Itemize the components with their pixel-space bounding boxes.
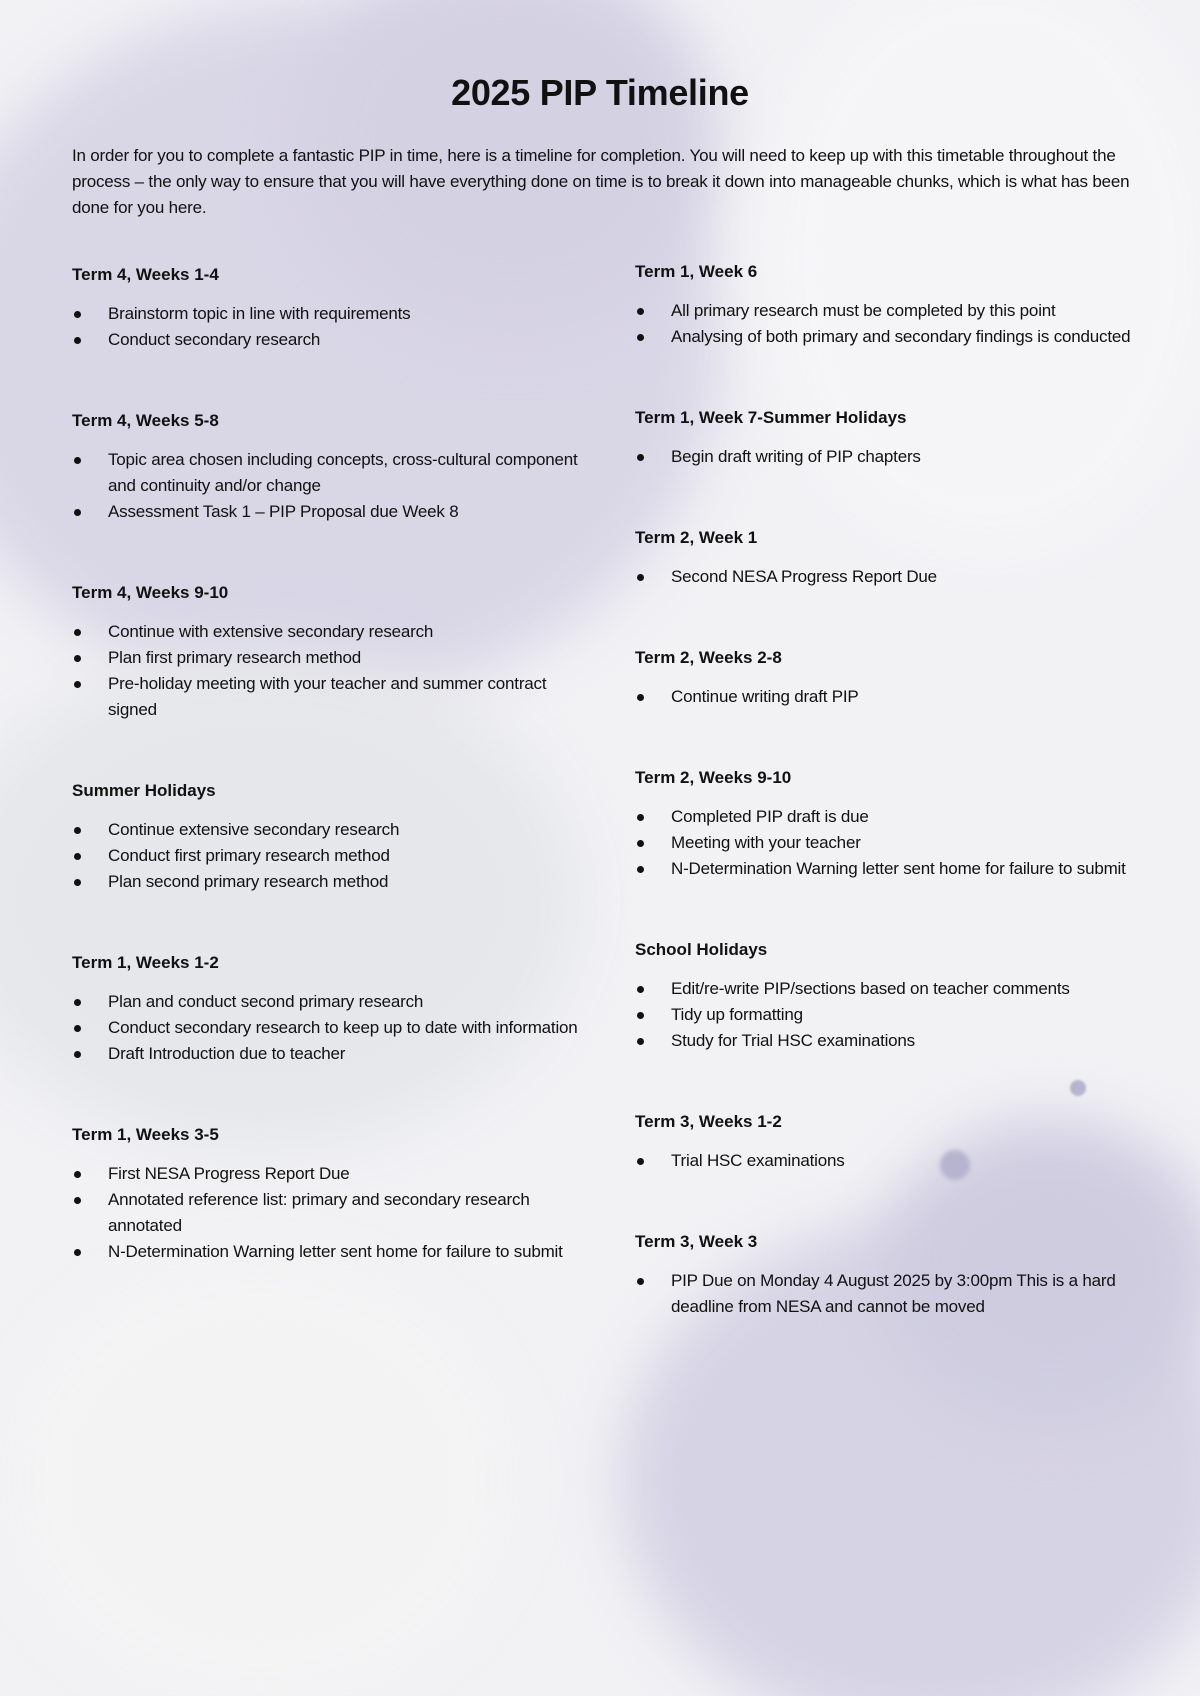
bullet-list (635, 1268, 1135, 1320)
list-item: Brainstorm topic in line with requirements (72, 301, 592, 327)
list-item: Meeting with your teacher (635, 830, 1135, 856)
list-item: N-Determination Warning letter sent home for failure to submit (635, 856, 1135, 882)
bullet-list (72, 301, 592, 353)
list-item: Conduct secondary research to keep up to date with information (72, 1015, 592, 1041)
bullet-list (72, 817, 592, 895)
section-heading: Term 3, Week 3 (635, 1232, 758, 1251)
list-item: Completed PIP draft is due (635, 804, 1135, 830)
right-column (635, 260, 1135, 1320)
section-heading: Term 1, Week 7-Summer Holidays (635, 408, 907, 427)
timeline-section (72, 581, 592, 723)
list-item: Continue with extensive secondary research (72, 619, 592, 645)
timeline-section (635, 646, 1135, 710)
section-heading: Summer Holidays (72, 781, 216, 800)
bullet-list (635, 444, 1135, 470)
timeline-section (635, 766, 1135, 882)
list-item: Tidy up formatting (635, 1002, 1135, 1028)
list-item: First NESA Progress Report Due (72, 1161, 592, 1187)
list-item: Study for Trial HSC examinations (635, 1028, 1135, 1054)
list-item: Conduct secondary research (72, 327, 592, 353)
bullet-list (635, 804, 1135, 882)
list-item: Trial HSC examinations (635, 1148, 1135, 1174)
list-item: PIP Due on Monday 4 August 2025 by 3:00pm This is a hard deadline from NESA and cannot be moved (635, 1268, 1135, 1320)
section-heading: Term 2, Weeks 9-10 (635, 768, 792, 787)
list-item: Topic area chosen including concepts, cross-cultural component and continuity and/or change (72, 447, 592, 499)
list-item: Begin draft writing of PIP chapters (635, 444, 1135, 470)
timeline-section (72, 263, 592, 353)
list-item: Continue extensive secondary research (72, 817, 592, 843)
list-item: All primary research must be completed by this point (635, 298, 1135, 324)
timeline-section (72, 951, 592, 1067)
section-heading: Term 4, Weeks 1-4 (72, 265, 219, 284)
section-heading: Term 2, Weeks 2-8 (635, 648, 782, 667)
list-item: N-Determination Warning letter sent home for failure to submit (72, 1239, 592, 1265)
list-item: Plan first primary research method (72, 645, 592, 671)
timeline-section (635, 526, 1135, 590)
section-heading: Term 1, Week 6 (635, 262, 758, 281)
bullet-list (635, 1148, 1135, 1174)
bullet-list (72, 989, 592, 1067)
list-item: Plan second primary research method (72, 869, 592, 895)
bullet-list (635, 684, 1135, 710)
list-item: Edit/re-write PIP/sections based on teacher comments (635, 976, 1135, 1002)
bullet-list (72, 447, 592, 525)
section-heading: School Holidays (635, 940, 768, 959)
list-item: Analysing of both primary and secondary findings is conducted (635, 324, 1135, 350)
bullet-list (635, 298, 1135, 350)
timeline-section (635, 938, 1135, 1054)
section-heading: Term 4, Weeks 9-10 (72, 583, 229, 602)
intro-paragraph: In order for you to complete a fantastic PIP in time, here is a timeline for completion. You will need to keep up with this timetable throughout the process – the only way to ensure that you will have everything done on time is to break it down into manageable chunks, which is what has been done for you here. (72, 146, 1130, 217)
left-column (72, 263, 592, 1265)
timeline-section (635, 1230, 1135, 1320)
section-heading: Term 1, Weeks 1-2 (72, 953, 219, 972)
timeline-section (72, 779, 592, 895)
list-item: Second NESA Progress Report Due (635, 564, 1135, 590)
bullet-list (72, 1161, 592, 1265)
section-heading: Term 4, Weeks 5-8 (72, 411, 219, 430)
section-heading: Term 1, Weeks 3-5 (72, 1125, 219, 1144)
list-item: Plan and conduct second primary research (72, 989, 592, 1015)
list-item: Assessment Task 1 – PIP Proposal due Week 8 (72, 499, 592, 525)
timeline-section (72, 409, 592, 525)
section-heading: Term 3, Weeks 1-2 (635, 1112, 782, 1131)
list-item: Draft Introduction due to teacher (72, 1041, 592, 1067)
timeline-section (72, 1123, 592, 1265)
bullet-list (635, 976, 1135, 1054)
bullet-list (72, 619, 592, 723)
list-item: Continue writing draft PIP (635, 684, 1135, 710)
list-item: Conduct first primary research method (72, 843, 592, 869)
timeline-section (635, 1110, 1135, 1174)
section-heading: Term 2, Week 1 (635, 528, 758, 547)
list-item: Annotated reference list: primary and secondary research annotated (72, 1187, 592, 1239)
bullet-list (635, 564, 1135, 590)
timeline-section (635, 406, 1135, 470)
list-item: Pre-holiday meeting with your teacher and summer contract signed (72, 671, 592, 723)
page-title: 2025 PIP Timeline (451, 72, 749, 113)
timeline-section (635, 260, 1135, 350)
